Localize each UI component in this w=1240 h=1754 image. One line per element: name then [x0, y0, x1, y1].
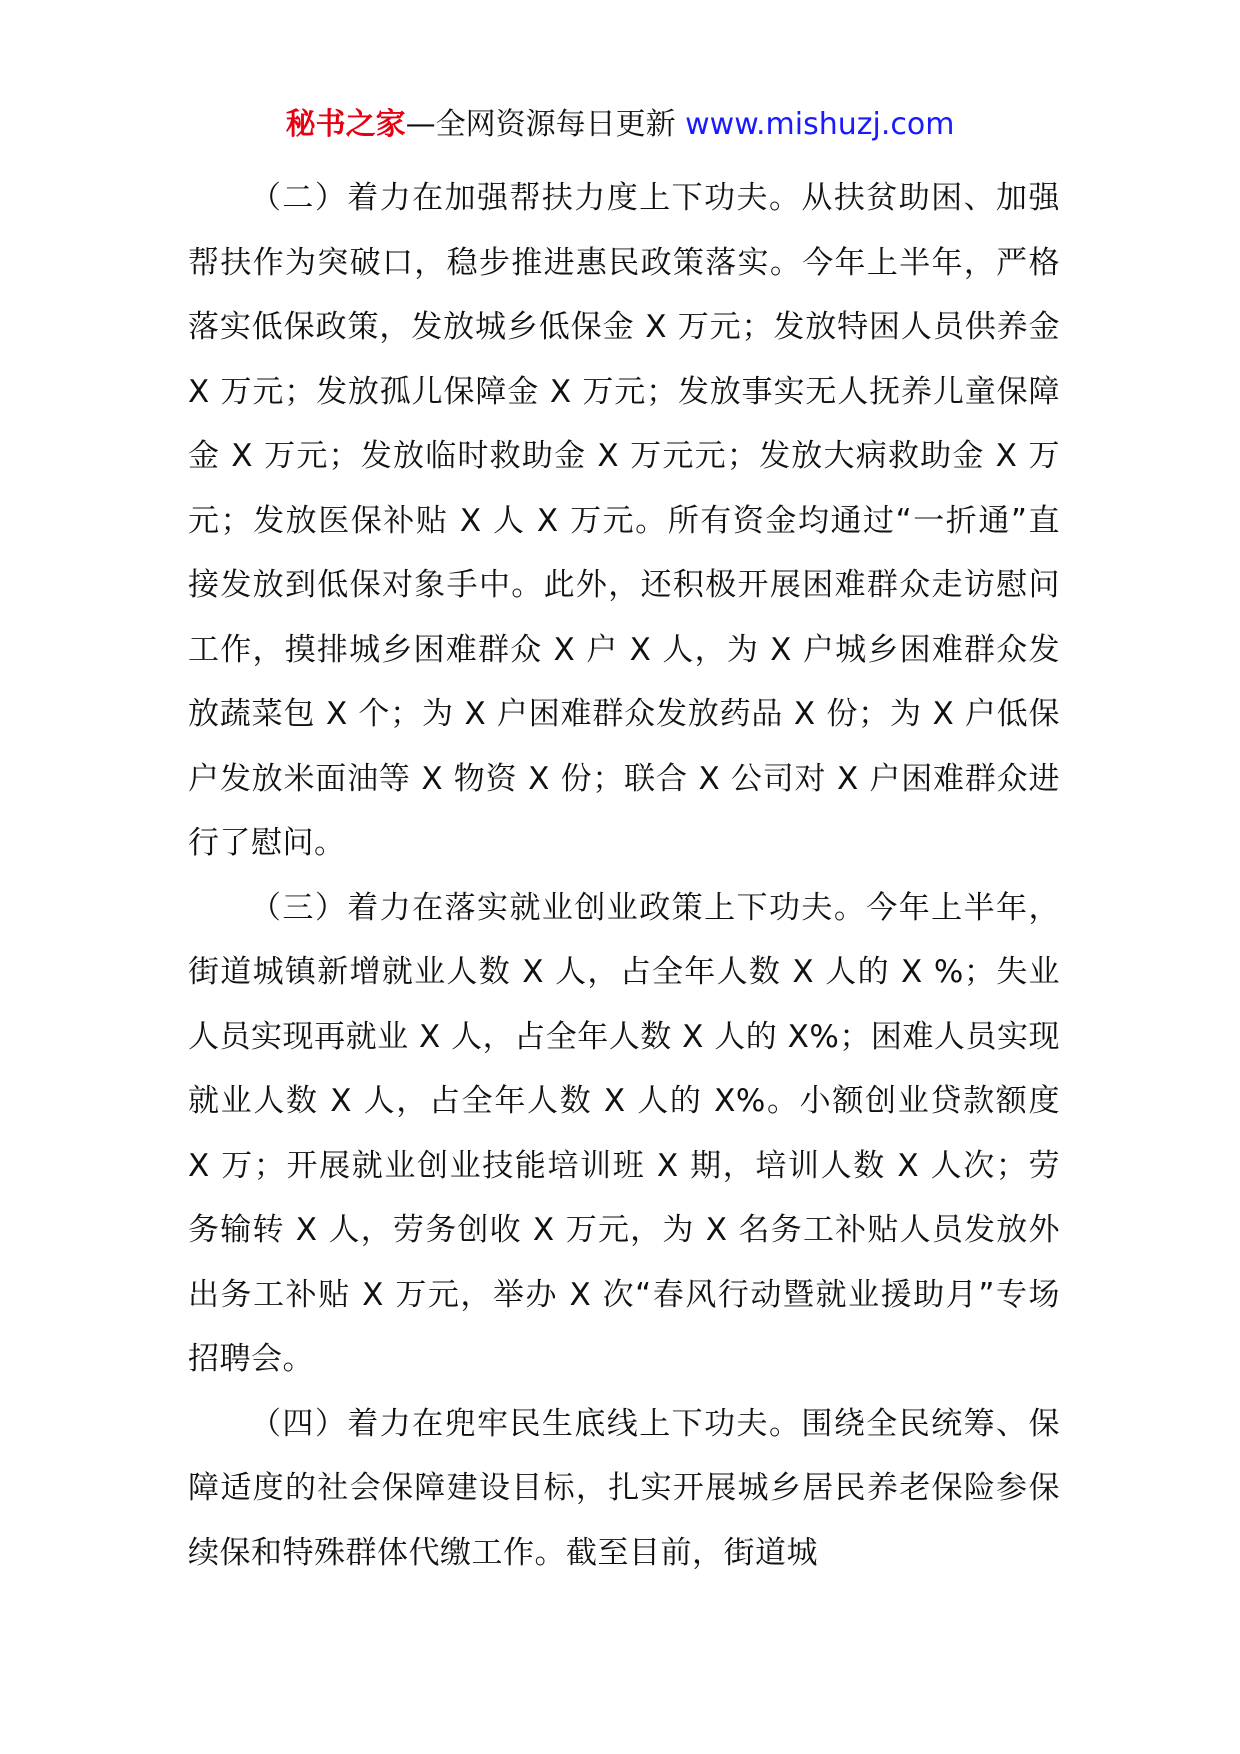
document-body [188, 166, 1060, 1585]
header-slogan: —全网资源每日更新 [405, 107, 676, 142]
paragraph-section-3: （三）着力在落实就业创业政策上下功夫。今年上半年，街道城镇新增就业人数 X 人，占全年人数 X 人的 X %；失业人员实现再就业 X 人，占全年人数 X 人的 X%；困难人员实现就业人数 X 人，占全年人数 X 人的 X%。小额创业贷款额度 X 万；开展就业创业技能培训班 X 期，培训人数 X 人次；劳务输转 X 人，劳务创收 X 万元，为 X 名务工补贴人员发放外出务工补贴 X 万元，举办 X 次“春风行动暨就业援助月”专场招聘会。 [188, 889, 1060, 1377]
brand-name: 秘书之家 [285, 107, 406, 142]
website-link[interactable]: www.mishuzj.com [685, 107, 955, 142]
paragraph-section-2: （二）着力在加强帮扶力度上下功夫。从扶贫助困、加强帮扶作为突破口，稳步推进惠民政策落实。今年上半年，严格落实低保政策，发放城乡低保金 X 万元；发放特困人员供养金 X 万元；发放孤儿保障金 X 万元；发放事实无人抚养儿童保障金 X 万元；发放临时救助金 X 万元元；发放大病救助金 X 万元；发放医保补贴 X 人 X 万元。所有资金均通过“一折通”直接发放到低保对象手中。此外，还积极开展困难群众走访慰问工作，摸排城乡困难群众 X 户 X 人，为 X 户城乡困难群众发放蔬菜包 X 个；为 X 户困难群众发放药品 X 份；为 X 户低保户发放米面油等 X 物资 X 份；联合 X 公司对 X 户困难群众进行了慰问。 [188, 180, 1060, 861]
paragraph-section-4: （四）着力在兜牢民生底线上下功夫。围绕全民统筹、保障适度的社会保障建设目标，扎实开展城乡居民养老保险参保续保和特殊群体代缴工作。截至目前，街道城 [188, 1405, 1060, 1571]
page-header [0, 103, 1240, 147]
